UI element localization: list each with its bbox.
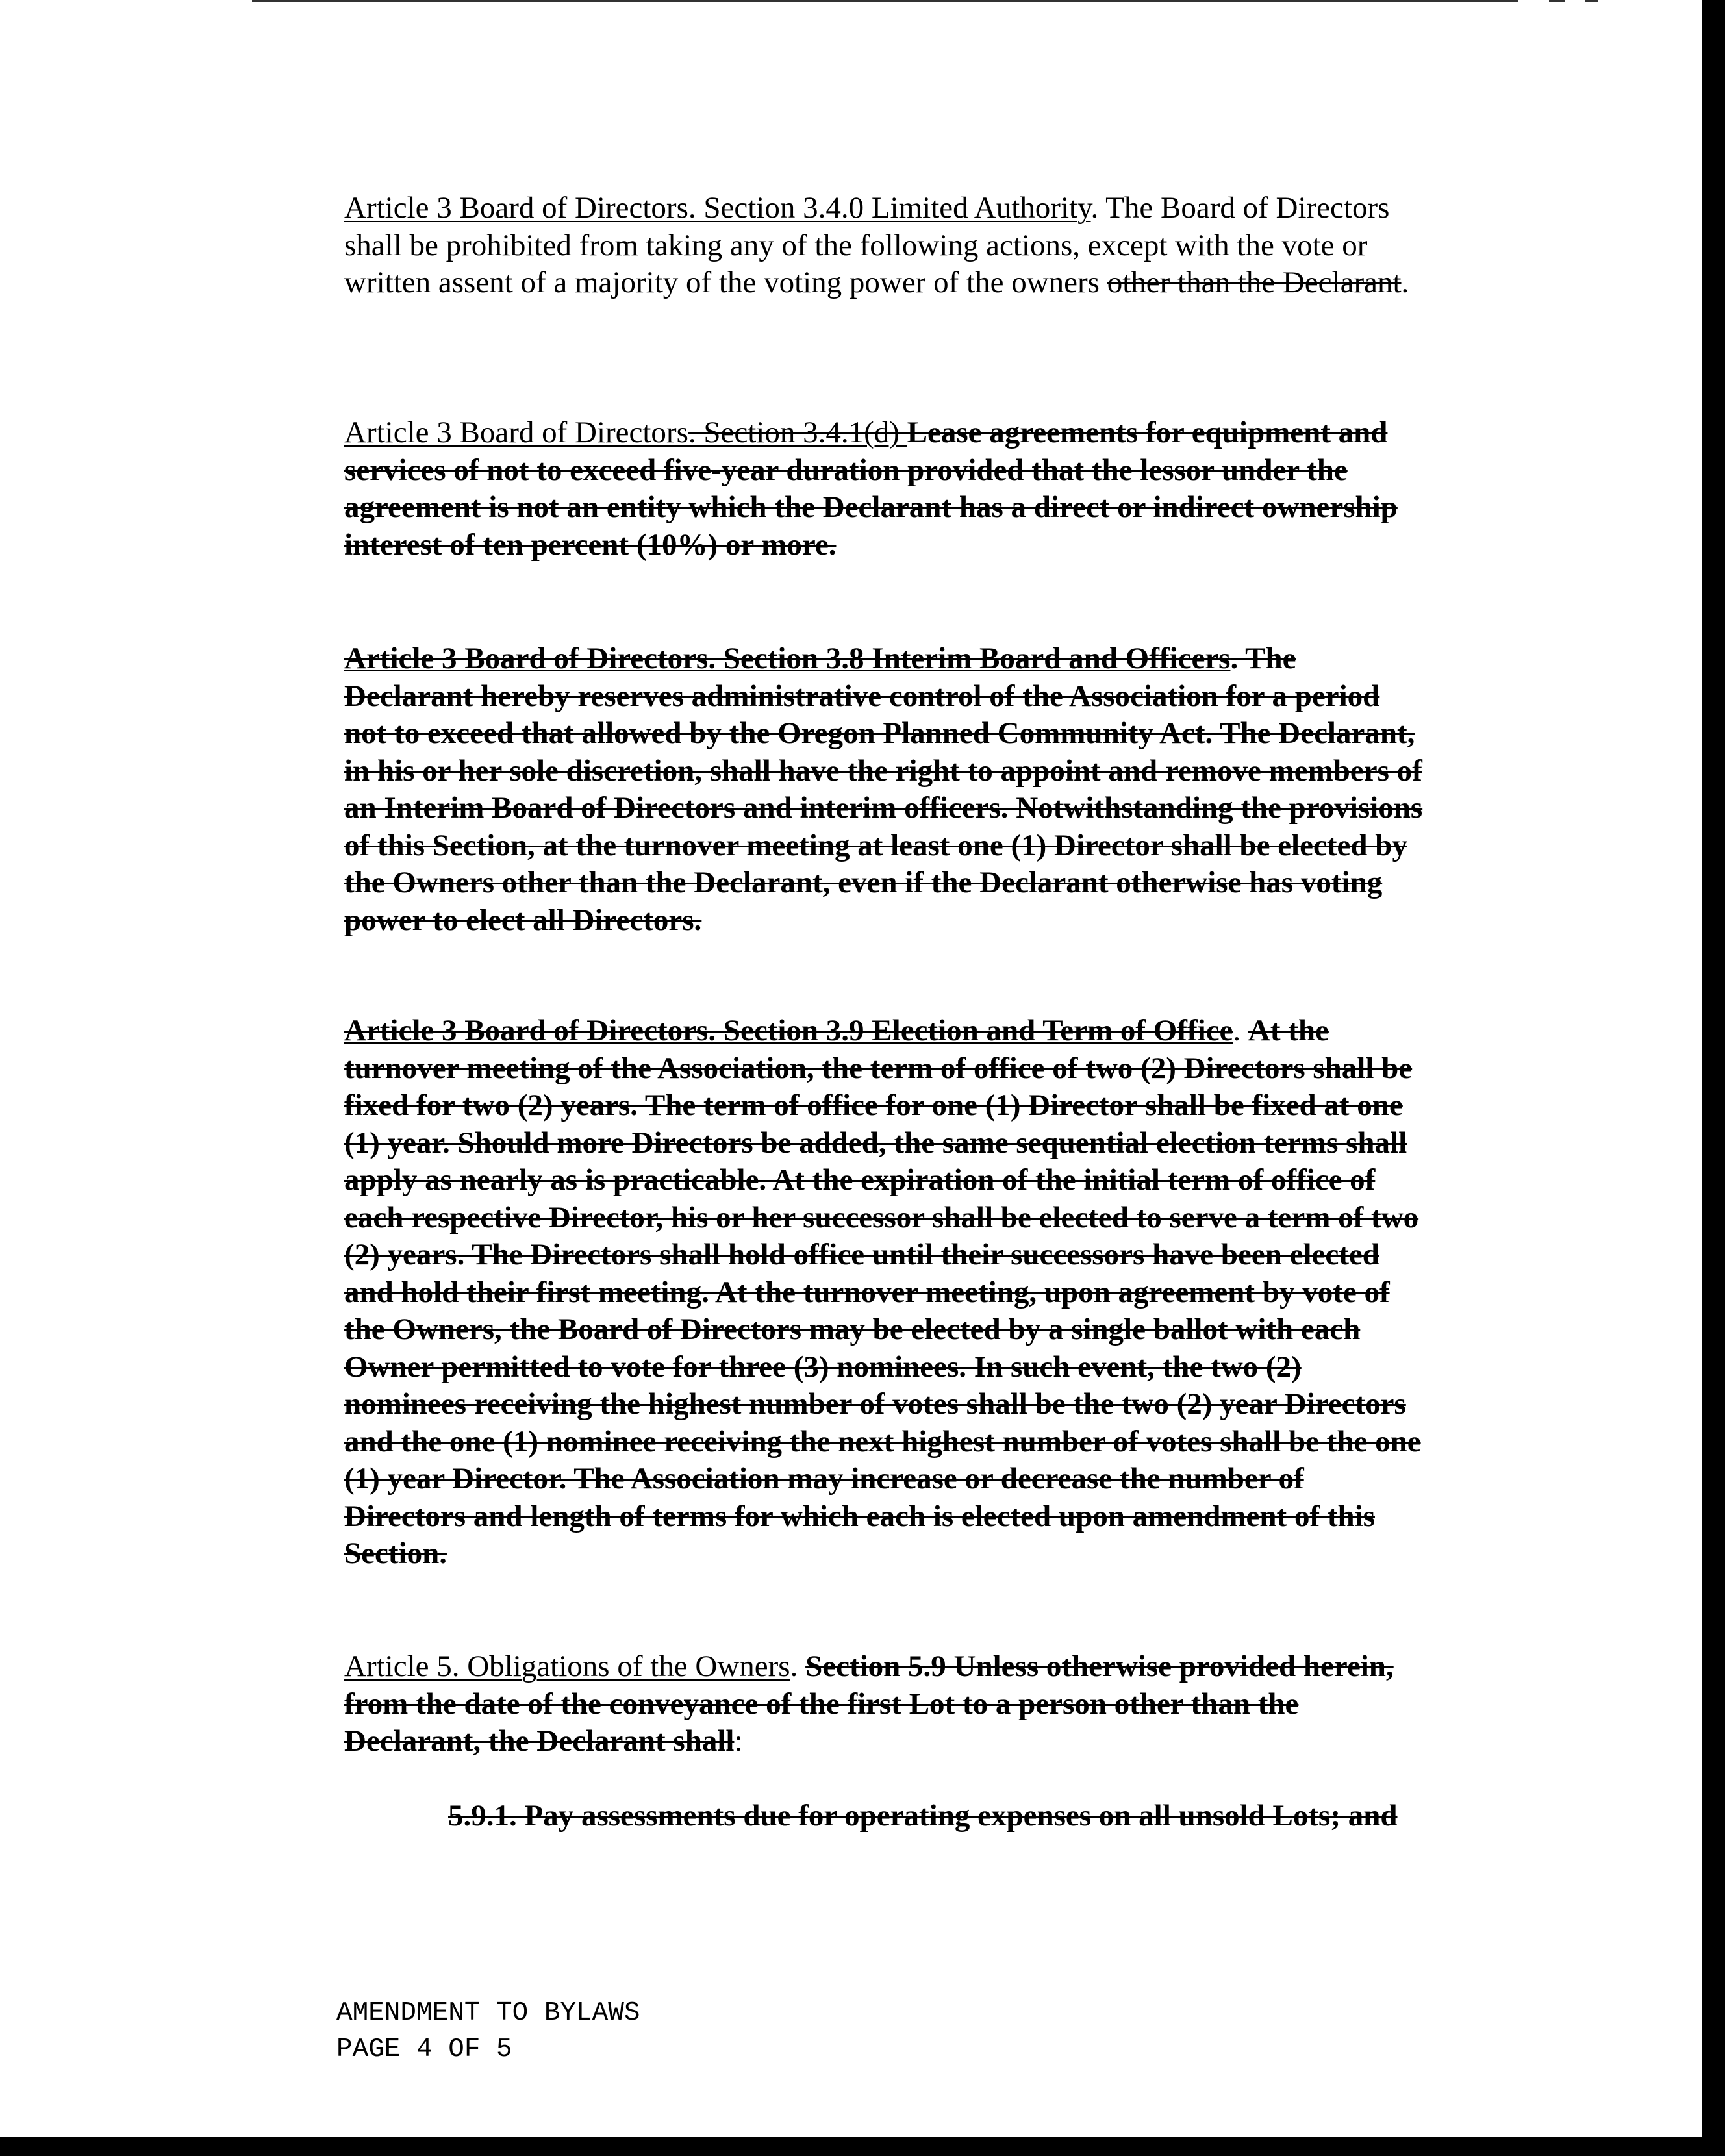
struck-section-number: . Section 3.4.1(d) [688, 416, 907, 449]
scan-mark [1549, 0, 1565, 2]
paragraph-end: : [734, 1724, 743, 1758]
struck-section-heading: Article 3 Board of Directors. Section 3.9 Election and Term of Office [344, 1014, 1233, 1047]
struck-text: Section 5.9 Unless otherwise provided herein, from the date of the conveyance of the first Lot to a person other than the Declarant, the Declarant shall [344, 1649, 1394, 1758]
paragraph-interim-board [344, 640, 1429, 939]
paragraph-election-term [344, 1012, 1429, 1573]
section-heading: Article 5. Obligations of the Owners [344, 1649, 790, 1683]
top-scan-rule [252, 0, 1518, 2]
struck-section-heading: Article 3 Board of Directors. Section 3.8 Interim Board and Officers [344, 642, 1231, 675]
struck-text: . The Declarant hereby reserves administrative control of the Association for a period not to exceed that allowed by the Oregon Planned Community Act. The Declarant, in his or her sole discretion, shall have the right to appoint and remove members of an Interim Board of Directors and interim officers. Notwithstanding the provisions of this Section, at the turnover meeting at least one (1) Director shall be elected by the Owners other than the Declarant, even if the Declarant otherwise has voting power to elect all Directors. [344, 642, 1423, 937]
separator: . [790, 1649, 806, 1683]
paragraph-owner-obligations [344, 1648, 1429, 1761]
paragraph-text: . The Board of Directors shall be prohibited from taking any of the following actions, except with the vote or written assent of a majority of the voting power of the owners [344, 191, 1390, 299]
footer-document-title: AMENDMENT TO BYLAWS [336, 1998, 640, 2028]
page-footer [336, 1995, 640, 2068]
subsection-5-9-1 [448, 1798, 1422, 1835]
struck-text: 5.9.1. Pay assessments due for operating expenses on all unsold Lots; and [448, 1799, 1398, 1833]
scan-mark [1585, 0, 1598, 2]
paragraph-lease-agreements [344, 414, 1429, 564]
struck-text: other than the Declarant [1107, 266, 1402, 299]
struck-text: Lease agreements for equipment and services of not to exceed five-year duration provided that the lessor under the agreement is not an entity which the Declarant has a direct or indirect ownership interest of ten percent (10%) or more. [344, 416, 1398, 562]
section-heading: Article 3 Board of Directors [344, 416, 688, 449]
struck-text: At the turnover meeting of the Association, the term of office of two (2) Directors shall be fixed for two (2) years. The term of office for one (1) Director shall be fixed at one (1) year. Should more Directors be added, the same sequential election terms shall apply as nearly as is practicable. At the expiration of the initial term of office of each respective Director, his or her successor shall be elected to serve a term of two (2) years. The Directors shall hold office until their successors have been elected and hold their first meeting. At the turnover meeting, upon agreement by vote of the Owners, the Board of Directors may be elected by a single ballot with each Owner permitted to vote for three (3) nominees. In such event, the two (2) nominees receiving the highest number of votes shall be the two (2) year Directors and the one (1) nominee receiving the next highest number of votes shall be the one (1) year Director. The Association may increase or decrease the number of Directors and length of terms for which each is elected upon amendment of this Section. [344, 1014, 1421, 1570]
separator: . [1233, 1014, 1248, 1047]
paragraph-limited-authority [344, 190, 1429, 302]
section-heading: Article 3 Board of Directors. Section 3.4.0 Limited Authority [344, 191, 1091, 225]
footer-page-number: PAGE 4 OF 5 [336, 2035, 512, 2064]
paragraph-end: . [1401, 266, 1409, 299]
